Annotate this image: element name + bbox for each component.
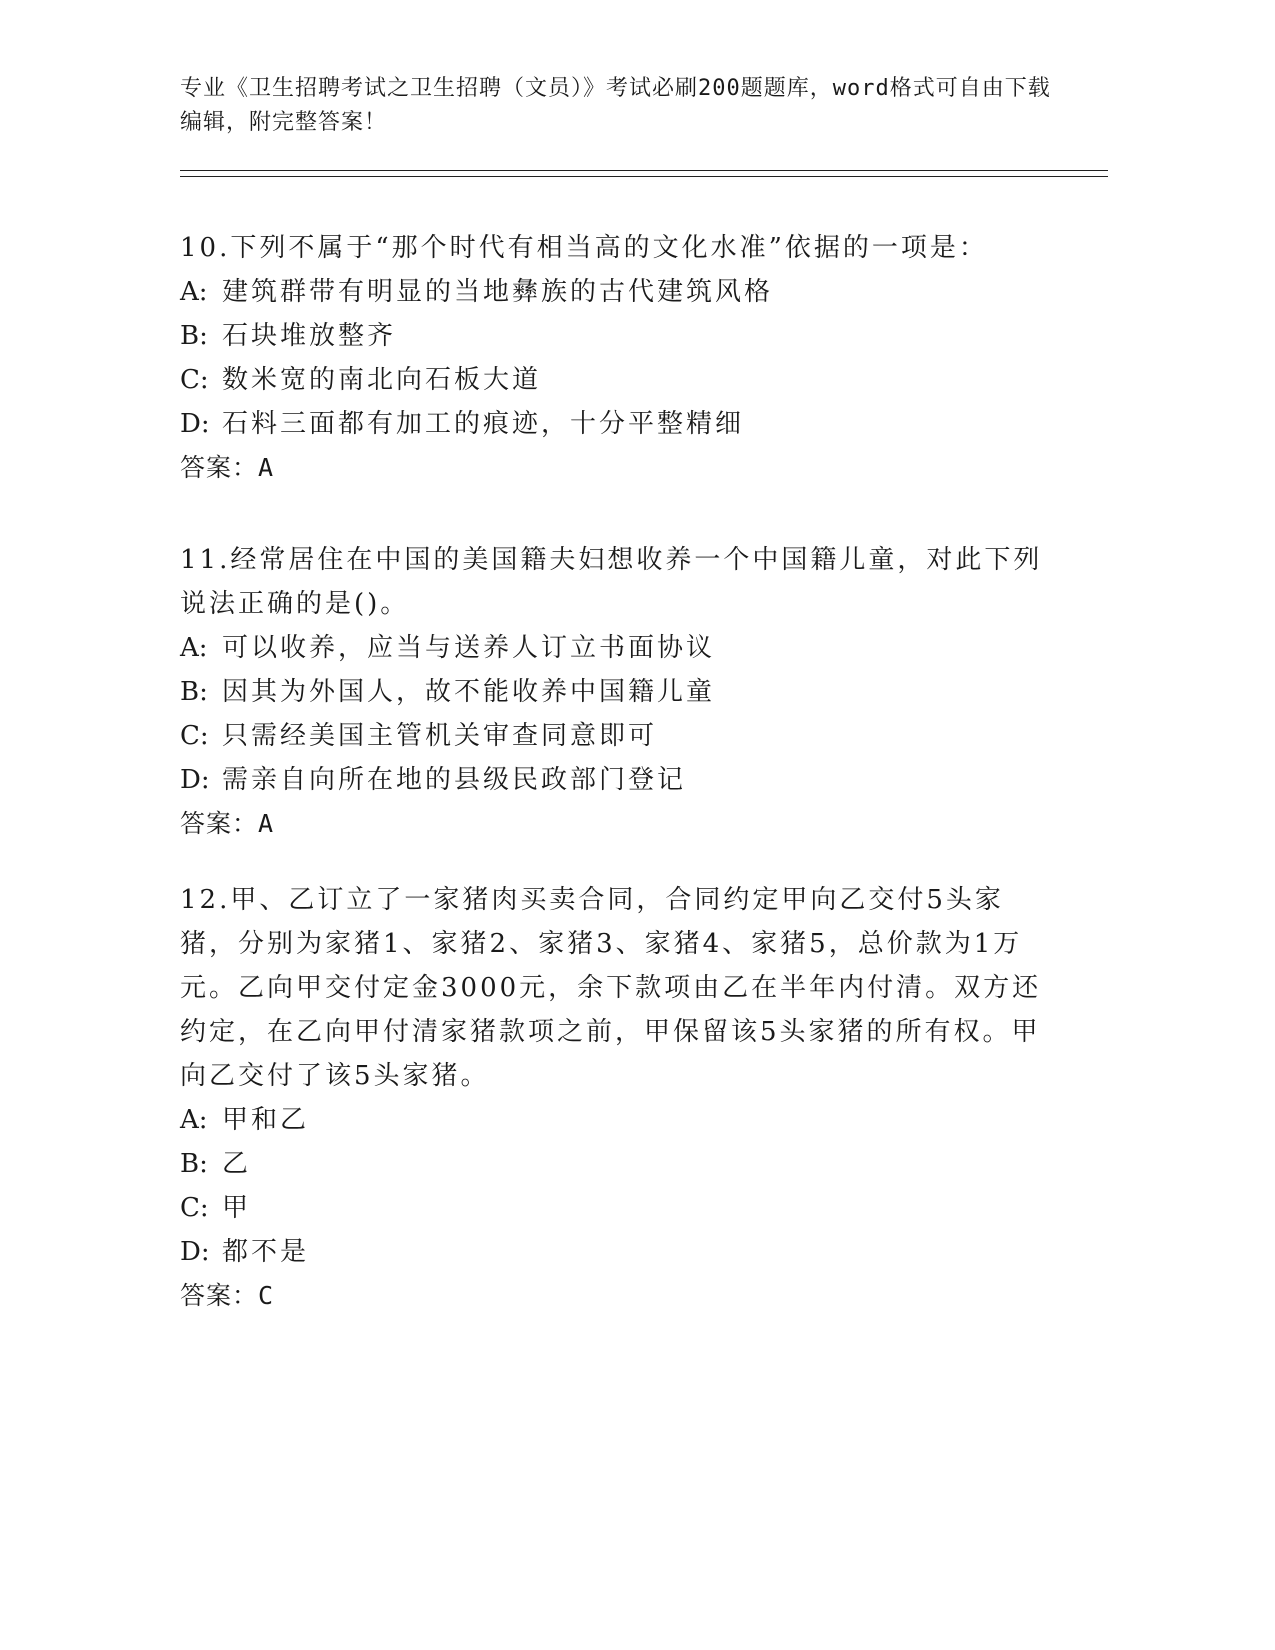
question-10: [180, 226, 1060, 490]
option-d: [180, 402, 1060, 446]
option-key: C:: [180, 1193, 209, 1223]
option-a: [180, 1098, 1060, 1142]
option-d: [180, 1230, 1060, 1274]
option-key: B:: [180, 1149, 208, 1179]
option-key: C:: [180, 365, 209, 395]
option-text: 乙: [222, 1149, 252, 1179]
option-text: 都不是: [222, 1237, 310, 1267]
option-text: 因其为外国人，故不能收养中国籍儿童: [222, 677, 716, 707]
answer-label: 答案：: [180, 809, 259, 838]
option-key: C:: [180, 721, 209, 751]
option-a: [180, 626, 1060, 670]
option-c: [180, 358, 1060, 402]
option-text: 只需经美国主管机关审查同意即可: [222, 721, 658, 751]
question-12: [180, 878, 1060, 1318]
option-key: A:: [180, 277, 208, 307]
header-rule-top: [180, 170, 1108, 171]
option-b: [180, 314, 1060, 358]
question-stem: 10.下列不属于“那个时代有相当高的文化水准”依据的一项是：: [180, 233, 988, 263]
answer-label: 答案：: [180, 1281, 259, 1310]
question-11: [180, 538, 1060, 846]
option-key: D:: [180, 765, 210, 795]
option-text: 数米宽的南北向石板大道: [222, 365, 542, 395]
option-b: [180, 670, 1060, 714]
option-text: 石块堆放整齐: [222, 321, 397, 351]
option-key: B:: [180, 677, 208, 707]
option-text: 甲: [222, 1193, 252, 1223]
answer-line: [180, 802, 1060, 846]
option-d: [180, 758, 1060, 802]
answer-value: C: [258, 1281, 275, 1310]
option-c: [180, 1186, 1060, 1230]
document-header: 专业《卫生招聘考试之卫生招聘（文员）》考试必刷200题题库，word格式可自由下载编辑，附完整答案！: [180, 76, 1051, 135]
answer-label: 答案：: [180, 453, 259, 482]
answer-value: A: [258, 809, 275, 838]
answer-line: [180, 1274, 1060, 1318]
answer-line: [180, 446, 1060, 490]
option-key: D:: [180, 1237, 210, 1267]
option-text: 可以收养，应当与送养人订立书面协议: [222, 633, 716, 663]
option-key: D:: [180, 409, 210, 439]
question-stem: 12.甲、乙订立了一家猪肉买卖合同，合同约定甲向乙交付5头家猪，分别为家猪1、家猪2、家猪3、家猪4、家猪5，总价款为1万元。乙向甲交付定金3000元，余下款项由乙在半年内付清。双方还约定，在乙向甲付清家猪款项之前，甲保留该5头家猪的所有权。甲向乙交付了该5头家猪。: [180, 885, 1042, 1091]
option-key: A:: [180, 1105, 208, 1135]
option-text: 甲和乙: [222, 1105, 310, 1135]
option-c: [180, 714, 1060, 758]
option-key: A:: [180, 633, 208, 663]
answer-value: A: [258, 453, 275, 482]
option-text: 石料三面都有加工的痕迹，十分平整精细: [222, 409, 745, 439]
option-a: [180, 270, 1060, 314]
option-text: 建筑群带有明显的当地彝族的古代建筑风格: [222, 277, 774, 307]
option-text: 需亲自向所在地的县级民政部门登记: [222, 765, 687, 795]
question-stem: 11.经常居住在中国的美国籍夫妇想收养一个中国籍儿童，对此下列说法正确的是()。: [180, 545, 1043, 619]
header-rule-bottom: [180, 176, 1108, 177]
option-key: B:: [180, 321, 208, 351]
option-b: [180, 1142, 1060, 1186]
